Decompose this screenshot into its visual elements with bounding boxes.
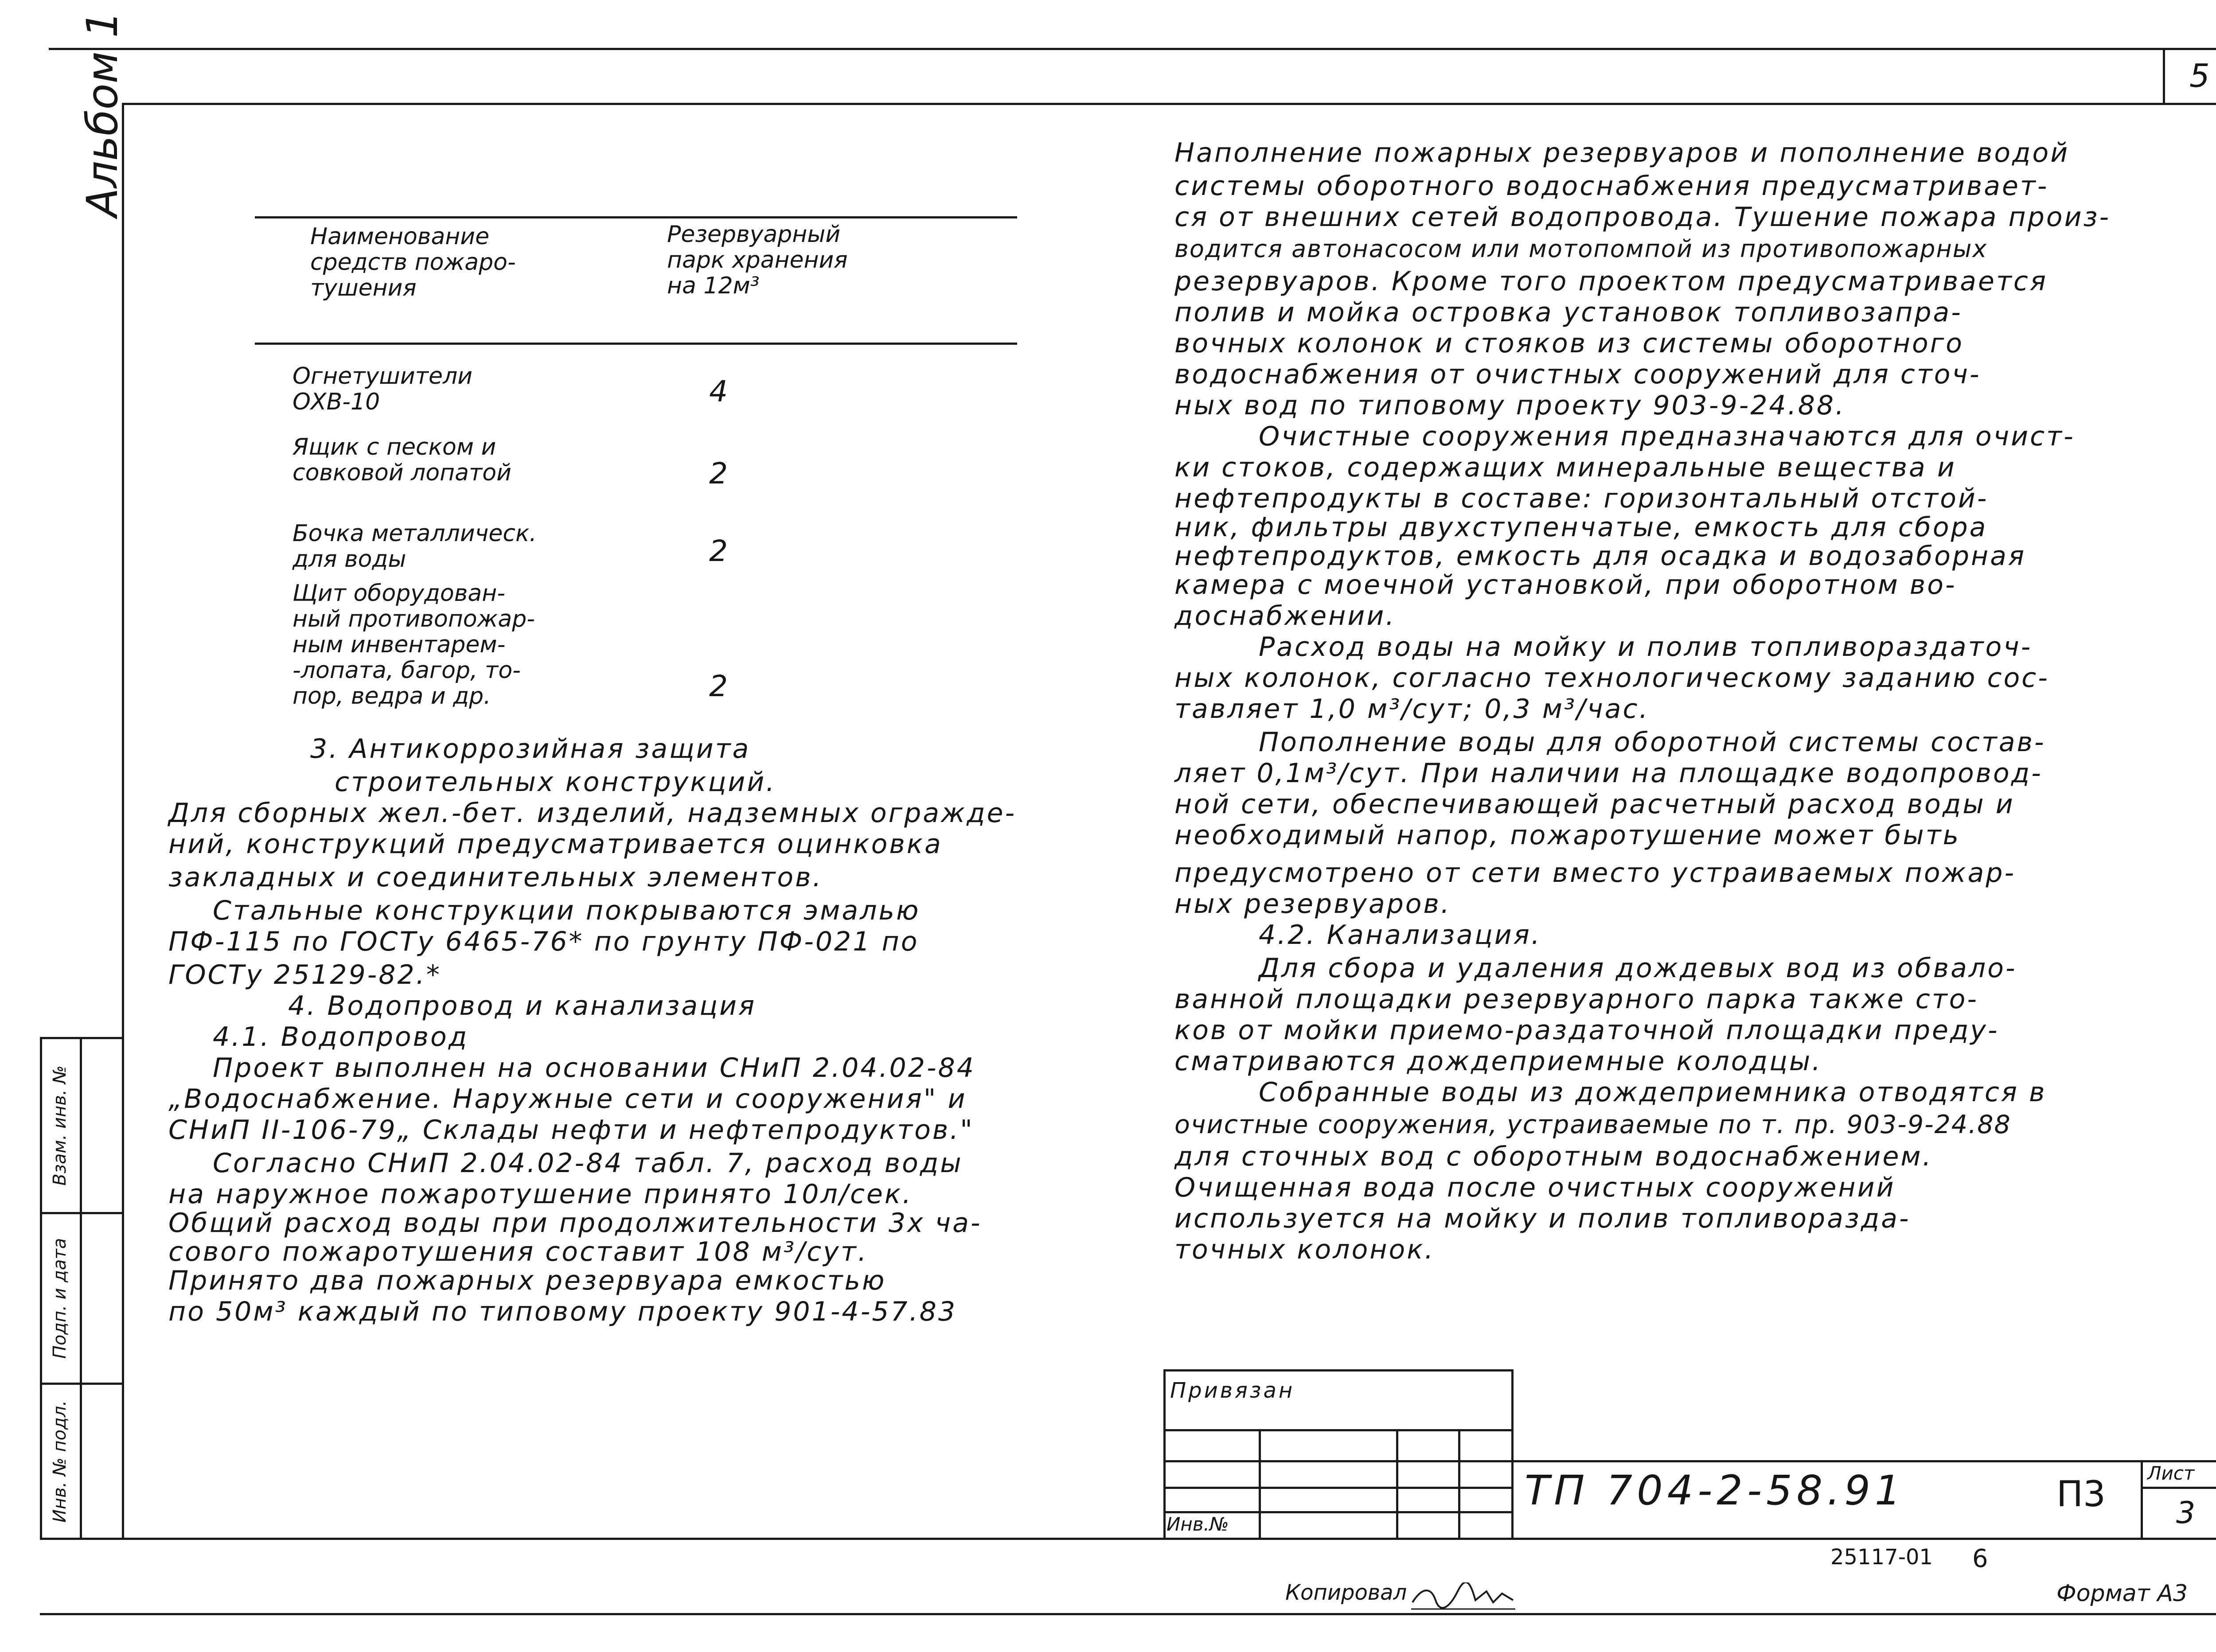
text-line: нефтепродукты в составе: горизонтальный отстой- — [1174, 483, 1989, 514]
table-header-rule — [255, 343, 1017, 345]
text-line: строительных конструкций. — [335, 767, 776, 798]
text-line: Пополнение воды для оборотной системы состав- — [1259, 727, 2046, 758]
text-line: 4.1. Водопровод — [213, 1021, 469, 1052]
bottom-trim-line — [40, 1613, 2216, 1615]
frame-bottom — [40, 1538, 2216, 1540]
table-top-rule — [255, 216, 1017, 218]
text-line: нефтепродуктов, емкость для осадка и водозаборная — [1174, 541, 2026, 572]
frame-top — [122, 103, 2216, 105]
text-line: на наружное пожаротушение принято 10л/сек. — [168, 1179, 913, 1210]
tb-project-code: ТП 704-2-58.91 — [1525, 1467, 1905, 1514]
tb-inv-no: Инв.№ — [1167, 1513, 1229, 1535]
text-line: ванной площадки резервуарного парка также сто- — [1174, 984, 1979, 1015]
text-line: водоснабжения от очистных сооружений для сточ- — [1174, 359, 1981, 390]
tb-left — [1163, 1369, 1166, 1540]
text-line: ных вод по типовому проекту 903-9-24.88. — [1174, 390, 1846, 421]
text-line: 4. Водопровод и канализация — [288, 990, 757, 1021]
text-line: резервуаров. Кроме того проектом предусматривается — [1174, 266, 2048, 297]
frame-left — [122, 103, 124, 1540]
tb-sheet-label: Лист — [2147, 1462, 2195, 1484]
format-label: Формат А3 — [2056, 1580, 2188, 1607]
text-line: ляет 0,1м³/сут. При наличии на площадке водопровод- — [1174, 758, 2043, 789]
text-line: Принято два пожарных резервуара емкостью — [168, 1265, 886, 1296]
text-line: вочных колонок и стояков из системы оборотного — [1174, 328, 1964, 359]
page-number-box-left — [2163, 49, 2165, 104]
text-line: сматриваются дождеприемные колодцы. — [1174, 1046, 1822, 1077]
text-line: ных колонок, согласно технологическому заданию сос- — [1174, 662, 2049, 694]
text-line: СНиП II-106-79„ Склады нефти и нефтепродуктов." — [168, 1114, 974, 1145]
text-line: предусмотрено от сети вместо устраиваемых пожар- — [1174, 857, 2016, 888]
text-line: используется на мойку и полив топливоразда- — [1174, 1203, 1911, 1234]
text-line: сового пожаротушения составит 108 м³/сут. — [168, 1236, 868, 1267]
tb-top — [1163, 1369, 1514, 1371]
text-line: точных колонок. — [1174, 1234, 1435, 1265]
side-stamp-mid — [80, 1037, 82, 1540]
text-line: очистные сооружения, устраиваемые по т. пр. 903-9-24.88 — [1174, 1110, 2011, 1139]
tb-sheet-left — [2141, 1460, 2143, 1540]
tb-row-1 — [1163, 1429, 1514, 1431]
text-line: Согласно СНиП 2.04.02-84 табл. 7, расход воды — [213, 1148, 963, 1179]
text-line: Расход воды на мойку и полив топливораздаточ- — [1259, 631, 2033, 662]
text-line: ГОСТу 25129-82.* — [168, 959, 441, 990]
album-label: Альбом 1 — [78, 11, 127, 217]
text-line: ник, фильтры двухступенчатые, емкость для сбора — [1174, 512, 1988, 543]
text-line: необходимый напор, пожаротушение может быть — [1174, 820, 1961, 851]
text-line: Для сбора и удаления дождевых вод из обвало- — [1259, 953, 2017, 984]
stamp-cell-podp — [40, 1214, 80, 1383]
table-header-name: Наименование средств пожаро- тушения — [310, 223, 516, 301]
stamp-inv-podl: Инв. № подл. — [50, 1400, 70, 1523]
text-line: для сточных вод с оборотным водоснабжением. — [1174, 1141, 1933, 1172]
table-row-name: Ящик с песком и совковой лопатой — [293, 434, 511, 486]
text-line: Собранные воды из дождеприемника отводятся в — [1259, 1077, 2047, 1108]
tb-col-2 — [1396, 1429, 1398, 1540]
text-line: камера с моечной установкой, при оборотном во- — [1174, 569, 1957, 600]
tb-row-3 — [1163, 1487, 1514, 1489]
text-line: 4.2. Канализация. — [1259, 920, 1541, 951]
text-line: Наполнение пожарных резервуаров и пополнение водой — [1174, 137, 2070, 168]
tb-section: П3 — [2056, 1473, 2106, 1515]
text-line: ки стоков, содержащих минеральные вещества и — [1174, 452, 1956, 483]
stamp-cell-inv — [40, 1385, 80, 1538]
text-line: 3. Антикоррозийная защита — [310, 733, 751, 764]
tb-col-3 — [1458, 1429, 1460, 1540]
copied-by-label: Копировал — [1285, 1580, 1407, 1605]
text-line: доснабжении. — [1174, 600, 1396, 631]
text-line: закладных и соединительных элементов. — [168, 862, 823, 893]
table-row-name: Щит оборудован- ный противопожар- ным инвентарем- -лопата, багор, то- пор, ведра и др. — [293, 580, 535, 709]
text-line: Очистные сооружения предназначаются для очист- — [1259, 421, 2075, 452]
table-header-reservoir: Резервуарный парк хранения на 12м³ — [667, 221, 848, 299]
text-line: ся от внешних сетей водопровода. Тушение пожара произ- — [1174, 202, 2111, 233]
tb-sheet-divider — [2141, 1487, 2216, 1489]
text-line: ний, конструкций предусматривается оцинковка — [168, 829, 943, 860]
text-line: Для сборных жел.-бет. изделий, надземных огражде- — [168, 798, 1017, 829]
table-row-qty: 2 — [709, 534, 728, 568]
text-line: ков от мойки приемо-раздаточной площадки преду- — [1174, 1015, 1999, 1046]
copied-by-line — [1285, 1582, 1520, 1613]
page-number: 5 — [2189, 57, 2210, 94]
text-line: Очищенная вода после очистных сооружений — [1174, 1172, 1896, 1203]
table-row-qty: 4 — [709, 374, 728, 409]
text-line: „Водоснабжение. Наружные сети и сооружения" и — [168, 1083, 967, 1114]
text-line: ПФ-115 по ГОСТу 6465-76* по грунту ПФ-021 по — [168, 926, 919, 957]
text-line: водится автонасосом или мотопомпой из противопожарных — [1174, 235, 1988, 263]
tb-sheet-number: 3 — [2176, 1496, 2196, 1531]
text-line: Стальные конструкции покрываются эмалью — [213, 895, 921, 926]
top-trim-line — [49, 48, 2216, 50]
table-row-qty: 2 — [709, 456, 728, 491]
stamp-cell-vzam — [40, 1039, 80, 1212]
table-row-qty: 2 — [709, 669, 728, 703]
stamp-podp-data: Подп. и дата — [50, 1238, 70, 1359]
text-line: ной сети, обеспечивающей расчетный расход воды и — [1174, 789, 2015, 820]
tb-privyazan: Привязан — [1170, 1378, 1295, 1403]
copier-signature-image — [1409, 1582, 1520, 1613]
archive-page: 6 — [1972, 1544, 1988, 1573]
tb-row-2 — [1163, 1460, 2216, 1462]
table-row-name: Огнетушители ОХВ-10 — [293, 363, 472, 415]
text-line: тавляет 1,0 м³/сут; 0,3 м³/час. — [1174, 694, 1650, 725]
text-line: Общий расход воды при продолжительности 3х ча- — [168, 1208, 982, 1239]
text-line: полив и мойка островка установок топливозапра- — [1174, 297, 1962, 328]
text-line: ных резервуаров. — [1174, 888, 1451, 920]
table-row-name: Бочка металлическ. для воды — [293, 520, 537, 573]
archive-number: 25117-01 — [1830, 1545, 1933, 1570]
text-line: по 50м³ каждый по типовому проекту 901-4-57.83 — [168, 1296, 957, 1327]
tb-col-1 — [1259, 1429, 1261, 1540]
tb-stamp-right — [1511, 1369, 1514, 1540]
text-line: Проект выполнен на основании СНиП 2.04.02-84 — [213, 1052, 975, 1083]
text-line: системы оборотного водоснабжения предусматривает- — [1174, 171, 2049, 202]
stamp-vzam-inv: Взам. инв. № — [50, 1065, 70, 1186]
